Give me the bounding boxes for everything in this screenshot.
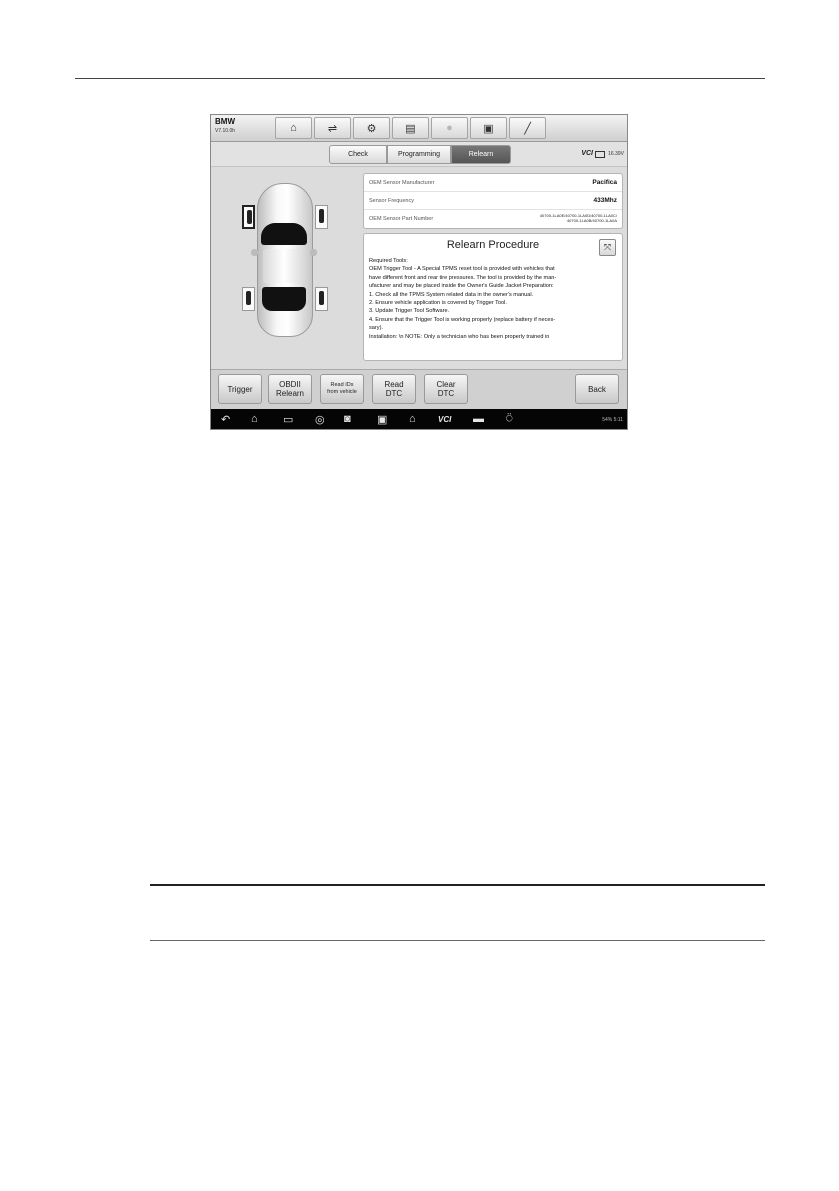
info-label: OEM Sensor Part Number (369, 216, 434, 222)
relearn-procedure-panel (363, 233, 623, 361)
trigger-button[interactable]: Trigger (218, 374, 262, 404)
clear-dtc-button[interactable] (424, 374, 468, 404)
button-line: OBDII (279, 380, 301, 389)
toolbar (275, 117, 548, 139)
back-button[interactable]: Back (575, 374, 619, 404)
right-mirror (310, 249, 317, 256)
function-tabs-row (211, 142, 627, 167)
data-logging-icon[interactable]: ╱ (509, 117, 546, 139)
system-status: 54% 5:11 (602, 417, 623, 423)
tab-programming[interactable]: Programming (387, 145, 451, 164)
software-version: V7.10.0h (215, 128, 236, 134)
save-icon[interactable]: ▣ (470, 117, 507, 139)
android-nav-bar (211, 409, 627, 430)
procedure-line: ufacturer and may be placed inside the Owner's Guide Jacket Preparation: (369, 283, 554, 290)
procedure-line: have different front and rear tire pressures. The tool is provided by the man- (369, 274, 557, 281)
vci-shortcut[interactable]: VCI (438, 415, 452, 424)
button-line: DTC (437, 389, 455, 398)
button-line: DTC (385, 389, 403, 398)
tab-check[interactable]: Check (329, 145, 387, 164)
part-number-line-1: 40700-1LA0E/40700-1LA0D/40700-1LA0C/ (539, 213, 617, 218)
vci-status: VCI (581, 150, 593, 157)
procedure-line: 2. Ensure vehicle application is covered by Trigger Tool. (369, 300, 507, 307)
camera-icon[interactable]: ◙ (344, 413, 351, 425)
left-mirror (251, 249, 258, 256)
car-roof (263, 249, 305, 283)
procedure-line: OEM Trigger Tool - A Special TPMS reset tool is provided with vehicles that (369, 266, 555, 273)
info-value: Pacifica (592, 179, 617, 186)
read-ids-button[interactable] (320, 374, 364, 404)
print-icon[interactable]: ▤ (392, 117, 429, 139)
button-line: Read IDs (330, 382, 354, 388)
function-tabs (329, 145, 511, 164)
title-bar (211, 115, 627, 142)
android-home-icon[interactable]: ⌂ (251, 413, 258, 425)
info-value (540, 213, 617, 223)
browser-icon[interactable]: ◎ (315, 414, 325, 426)
back-arrow-icon[interactable]: ↶ (221, 414, 231, 426)
procedure-line: Required Tools: (369, 258, 408, 264)
procedure-text[interactable] (369, 257, 617, 341)
home-icon[interactable]: ⌂ (275, 117, 312, 139)
tire-front-left[interactable] (242, 205, 255, 229)
button-line: Relearn (275, 389, 304, 398)
tablet-screenshot (210, 114, 628, 430)
part-number-line-2: 40700-1LA0B/40700-1LA0A (566, 218, 617, 223)
tpms-icon[interactable]: ⍥ (506, 413, 513, 425)
note-rule-top (150, 884, 765, 886)
tire-rear-right[interactable] (315, 287, 328, 311)
read-dtc-button[interactable] (372, 374, 416, 404)
tire-front-right[interactable] (315, 205, 328, 229)
car-windshield (261, 223, 307, 245)
note-rule-bottom (150, 940, 765, 941)
procedure-line: 4. Ensure that the Trigger Tool is working properly (replace battery if neces- (369, 316, 556, 323)
info-label: Sensor Frequency (369, 198, 414, 204)
battery-icon (595, 151, 605, 158)
obdii-relearn-button[interactable] (268, 374, 312, 404)
car-rear-window (262, 287, 306, 311)
vehicle-brand: BMW (215, 117, 235, 126)
procedure-line: 3. Update Trigger Tool Software. (369, 308, 450, 315)
vehicle-swap-icon[interactable]: ⇌ (314, 117, 351, 139)
function-button-bar (211, 369, 627, 410)
tire-rear-left[interactable] (242, 287, 255, 311)
help-icon[interactable]: ● (431, 117, 468, 139)
battery-voltage: 16.39V (608, 151, 624, 157)
button-line: Clear (436, 380, 456, 389)
diagnostics-home-icon[interactable]: ⌂ (409, 413, 416, 425)
tab-relearn[interactable]: Relearn (451, 145, 511, 164)
screen-mirror-icon[interactable]: ▣ (377, 414, 388, 426)
header-rule (75, 78, 765, 79)
recent-apps-icon[interactable]: ▭ (283, 414, 294, 426)
button-line: Read (384, 380, 404, 389)
info-row-frequency (364, 192, 622, 210)
info-row-part-number (364, 210, 622, 227)
info-label: OEM Sensor Manufacturer (369, 180, 435, 186)
info-value: 433Mhz (593, 197, 617, 204)
sensor-info-panel (363, 173, 623, 229)
settings-icon[interactable]: ⚙ (353, 117, 390, 139)
procedure-line: sary). (369, 325, 383, 332)
procedure-title: Relearn Procedure (446, 239, 540, 251)
expand-icon[interactable]: ⤧ (599, 239, 616, 256)
procedure-line: Installation: \n NOTE: Only a technician who has been properly trained in (369, 333, 550, 340)
button-line: from vehicle (327, 389, 357, 395)
info-row-manufacturer (364, 174, 622, 192)
car-icon[interactable]: ▬ (473, 413, 484, 425)
vehicle-diagram (211, 167, 361, 367)
procedure-line: 1. Check all the TPMS System related data in the owner's manual. (369, 291, 534, 298)
